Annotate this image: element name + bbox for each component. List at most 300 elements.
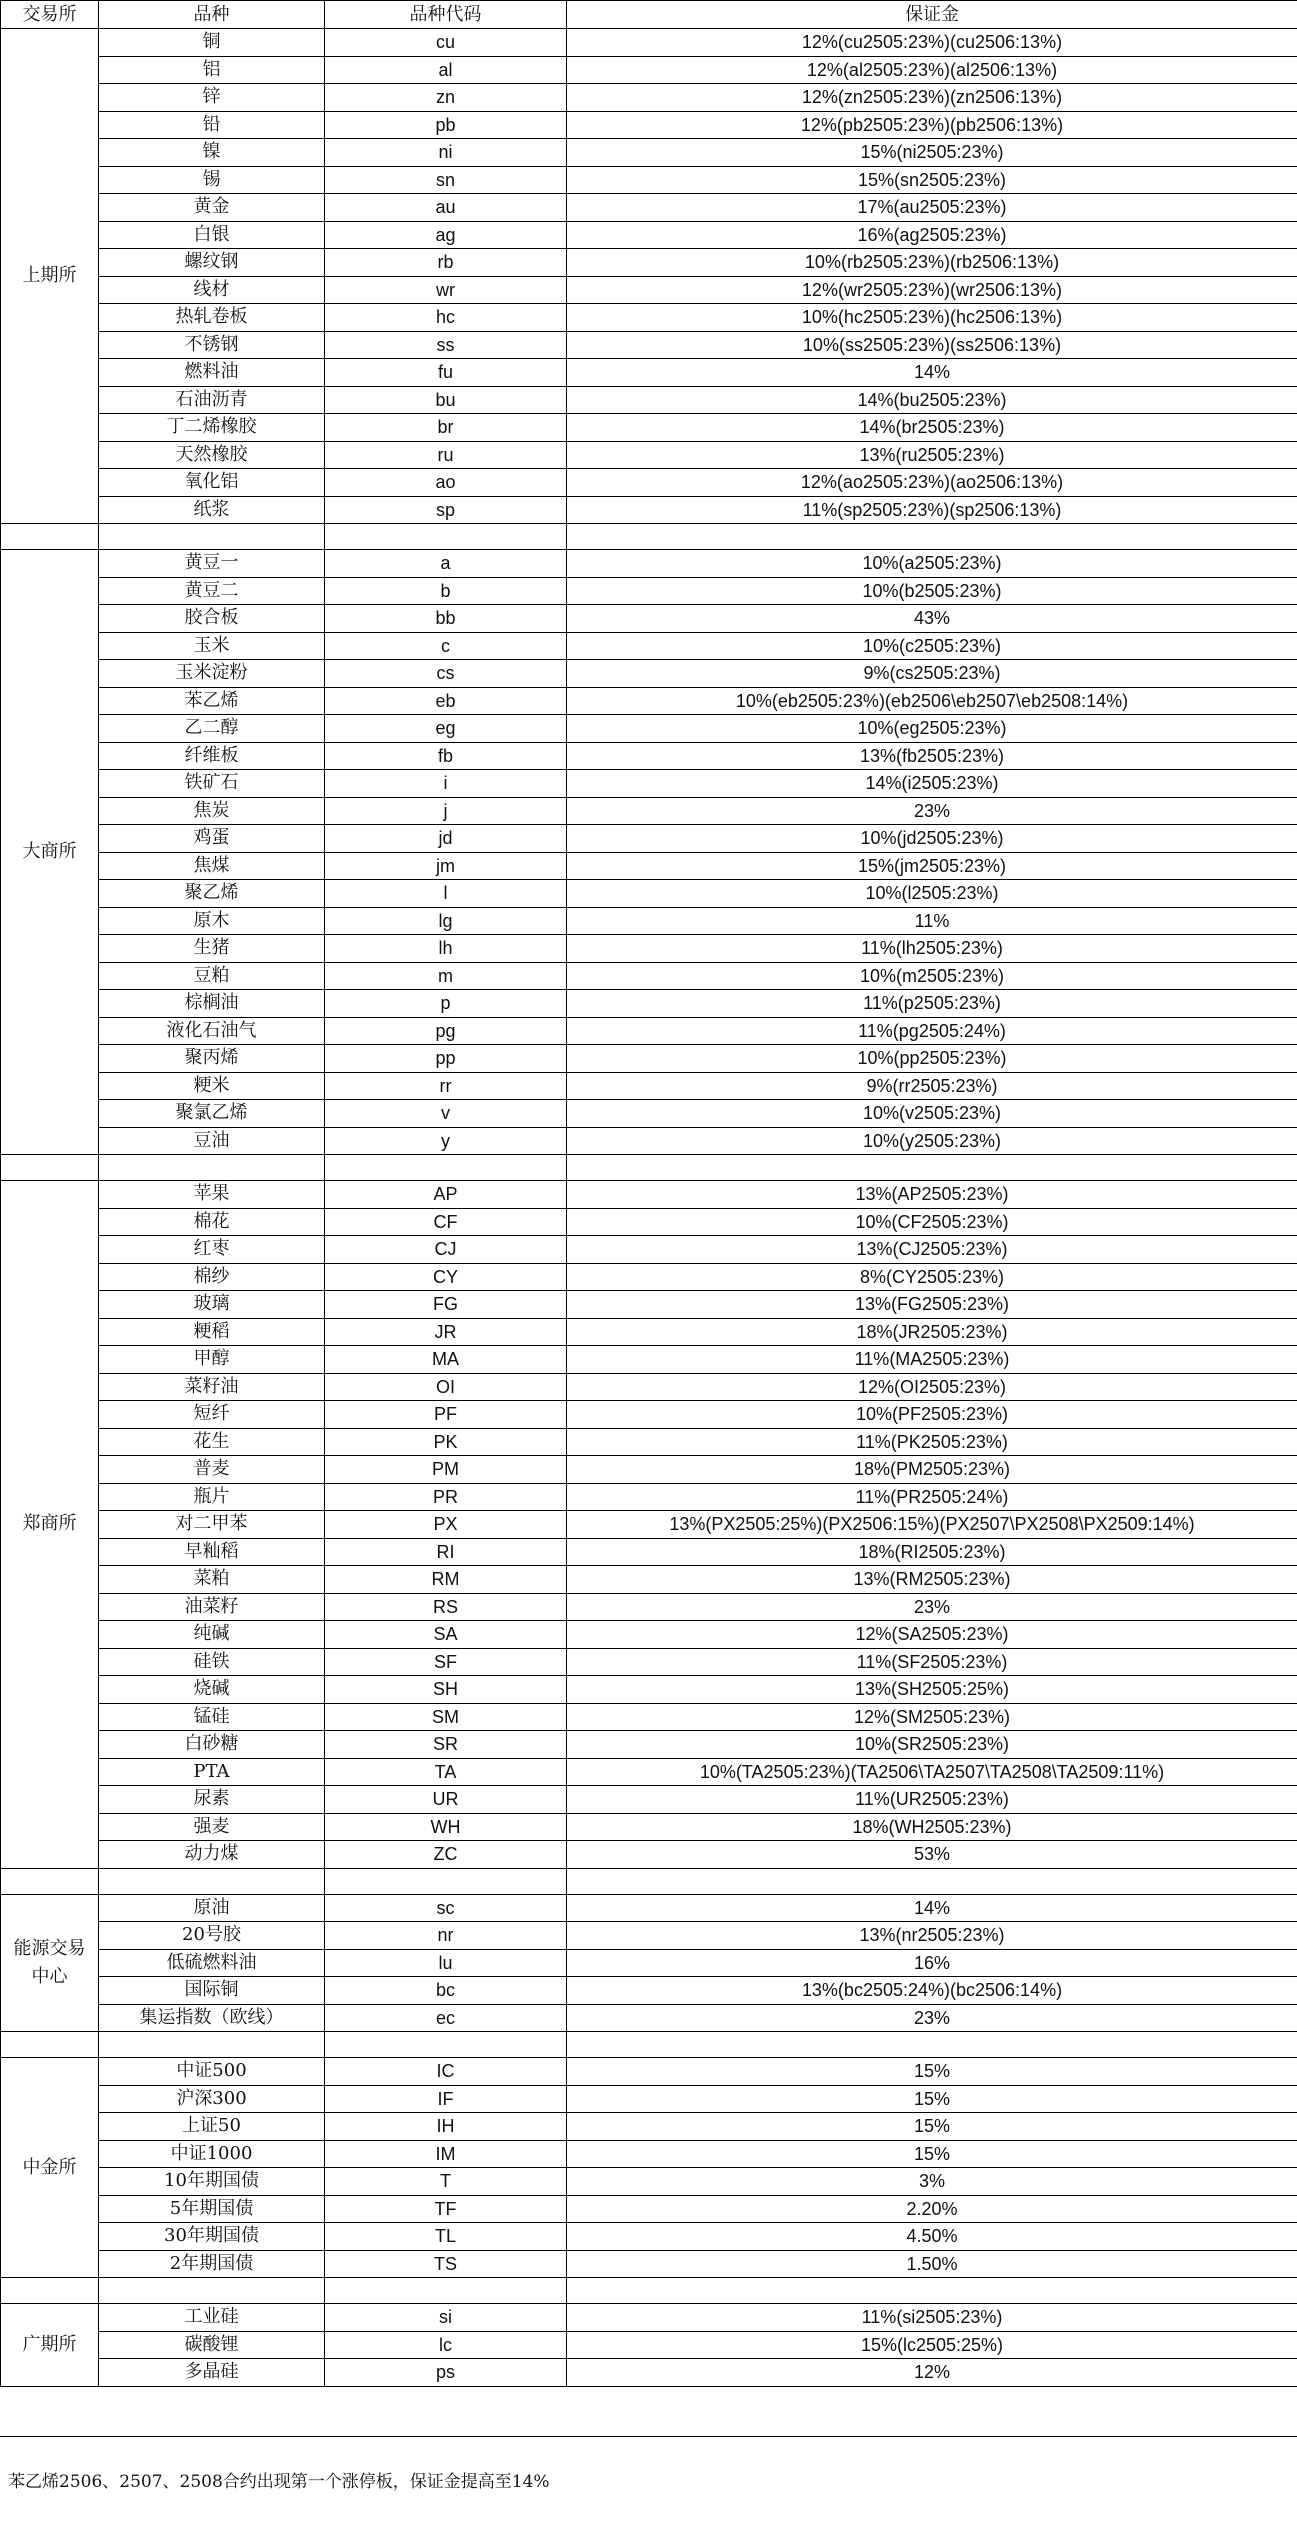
margin-cell: 11%(PK2505:23%) [567,1428,1297,1456]
margin-cell: 12%(zn2505:23%)(zn2506:13%) [567,84,1297,112]
table-row [1,221,1297,249]
product-cell: 白银 [99,221,325,249]
table-row [1,1731,1297,1759]
margin-cell: 18%(WH2505:23%) [567,1813,1297,1841]
code-cell: lu [325,1949,567,1977]
table-row [1,2195,1297,2223]
code-cell: SA [325,1621,567,1649]
product-cell: 苹果 [99,1181,325,1209]
code-cell: PK [325,1428,567,1456]
margin-cell: 13%(SH2505:25%) [567,1676,1297,1704]
margin-cell: 17%(au2505:23%) [567,194,1297,222]
exchange-cell: 郑商所 [1,1181,99,1869]
margin-cell: 10%(TA2505:23%)(TA2506\TA2507\TA2508\TA2509:11%) [567,1758,1297,1786]
header-row [1,1,1297,29]
product-cell: 菜粕 [99,1566,325,1594]
blank-cell [99,1868,325,1894]
product-cell: 2年期国债 [99,2250,325,2278]
spacer-row [1,2278,1297,2304]
product-cell: 镍 [99,139,325,167]
margin-cell: 10%(eb2505:23%)(eb2506\eb2507\eb2508:14%) [567,687,1297,715]
table-row [1,687,1297,715]
product-cell: 氧化铝 [99,469,325,497]
table-row [1,1593,1297,1621]
table-row [1,1401,1297,1429]
margin-cell: 13%(bc2505:24%)(bc2506:14%) [567,1977,1297,2005]
code-cell: JR [325,1318,567,1346]
table-row [1,907,1297,935]
margin-cell: 13%(PX2505:25%)(PX2506:15%)(PX2507\PX2508\PX2509:14%) [567,1511,1297,1539]
header-margin: 保证金 [567,1,1297,29]
product-cell: 尿素 [99,1786,325,1814]
code-cell: y [325,1127,567,1155]
code-cell: SR [325,1731,567,1759]
product-cell: 乙二醇 [99,715,325,743]
code-cell: hc [325,304,567,332]
product-cell: 国际铜 [99,1977,325,2005]
code-cell: jm [325,852,567,880]
product-cell: 热轧卷板 [99,304,325,332]
product-cell: 普麦 [99,1456,325,1484]
table-row [1,715,1297,743]
product-cell: 锌 [99,84,325,112]
code-cell: fu [325,359,567,387]
table-row [1,166,1297,194]
table-row [1,359,1297,387]
product-cell: 红枣 [99,1236,325,1264]
spacer-row [1,524,1297,550]
table-row [1,2223,1297,2251]
margin-cell: 11%(SF2505:23%) [567,1648,1297,1676]
code-cell: UR [325,1786,567,1814]
margin-cell: 15% [567,2113,1297,2141]
code-cell: v [325,1100,567,1128]
margin-cell: 12%(SA2505:23%) [567,1621,1297,1649]
margin-cell: 14% [567,1894,1297,1922]
code-cell: au [325,194,567,222]
product-cell: 对二甲苯 [99,1511,325,1539]
code-cell: pg [325,1017,567,1045]
product-cell: 玉米淀粉 [99,660,325,688]
margin-cell: 15%(sn2505:23%) [567,166,1297,194]
blank-cell [325,2278,567,2304]
code-cell: ss [325,331,567,359]
code-cell: pp [325,1045,567,1073]
code-cell: PX [325,1511,567,1539]
margin-cell: 23% [567,797,1297,825]
blank-cell [99,2032,325,2058]
code-cell: sc [325,1894,567,1922]
table-row [1,1538,1297,1566]
margin-cell: 43% [567,605,1297,633]
blank-cell [325,2032,567,2058]
table-row [1,797,1297,825]
table-row [1,1263,1297,1291]
blank-cell [325,1868,567,1894]
table-row [1,84,1297,112]
margin-cell: 15% [567,2058,1297,2086]
product-cell: 低硫燃料油 [99,1949,325,1977]
code-cell: cs [325,660,567,688]
margin-cell: 10%(y2505:23%) [567,1127,1297,1155]
table-row [1,2140,1297,2168]
product-cell: 白砂糖 [99,1731,325,1759]
product-cell: 多晶硅 [99,2359,325,2387]
footnote: 苯乙烯2506、2507、2508合约出现第一个涨停板，保证金提高至14% [0,2436,1297,2536]
table-row [1,111,1297,139]
product-cell: 纸浆 [99,496,325,524]
product-cell: 粳稻 [99,1318,325,1346]
blank-cell [99,2278,325,2304]
margin-cell: 23% [567,2004,1297,2032]
table-row [1,935,1297,963]
product-cell: 豆粕 [99,962,325,990]
code-cell: TA [325,1758,567,1786]
table-row [1,441,1297,469]
product-cell: 丁二烯橡胶 [99,414,325,442]
margin-cell: 1.50% [567,2250,1297,2278]
code-cell: ZC [325,1841,567,1869]
table-row [1,660,1297,688]
code-cell: AP [325,1181,567,1209]
product-cell: 强麦 [99,1813,325,1841]
code-cell: fb [325,742,567,770]
code-cell: bu [325,386,567,414]
table-row [1,962,1297,990]
code-cell: b [325,577,567,605]
product-cell: 油菜籽 [99,1593,325,1621]
table-row [1,1676,1297,1704]
code-cell: SH [325,1676,567,1704]
margin-cell: 12%(wr2505:23%)(wr2506:13%) [567,276,1297,304]
product-cell: 聚丙烯 [99,1045,325,1073]
code-cell: IM [325,2140,567,2168]
table-row [1,550,1297,578]
margin-cell: 10%(hc2505:23%)(hc2506:13%) [567,304,1297,332]
blank-cell [1,2278,99,2304]
blank-cell [567,2278,1297,2304]
margin-cell: 10%(jd2505:23%) [567,825,1297,853]
product-cell: 早籼稻 [99,1538,325,1566]
table-row [1,496,1297,524]
table-row [1,1813,1297,1841]
table-row [1,2359,1297,2387]
table-row [1,331,1297,359]
table-row [1,1208,1297,1236]
product-cell: 豆油 [99,1127,325,1155]
margin-cell: 15% [567,2085,1297,2113]
product-cell: 鸡蛋 [99,825,325,853]
code-cell: SM [325,1703,567,1731]
header-exchange: 交易所 [1,1,99,29]
margin-cell: 13%(RM2505:23%) [567,1566,1297,1594]
code-cell: TF [325,2195,567,2223]
margin-cell: 13%(FG2505:23%) [567,1291,1297,1319]
blank-cell [1,524,99,550]
code-cell: j [325,797,567,825]
margin-cell: 3% [567,2168,1297,2196]
product-cell: 烧碱 [99,1676,325,1704]
table-row [1,1621,1297,1649]
product-cell: 棉花 [99,1208,325,1236]
code-cell: sp [325,496,567,524]
code-cell: ni [325,139,567,167]
code-cell: FG [325,1291,567,1319]
product-cell: 棉纱 [99,1263,325,1291]
product-cell: 粳米 [99,1072,325,1100]
code-cell: br [325,414,567,442]
blank-cell [99,524,325,550]
table-row [1,2004,1297,2032]
table-row [1,770,1297,798]
blank-cell [99,1155,325,1181]
product-cell: 铅 [99,111,325,139]
code-cell: wr [325,276,567,304]
code-cell: lh [325,935,567,963]
table-row [1,2304,1297,2332]
table-row [1,577,1297,605]
margin-cell: 11% [567,907,1297,935]
product-cell: 原油 [99,1894,325,1922]
code-cell: SF [325,1648,567,1676]
margin-cell: 11%(lh2505:23%) [567,935,1297,963]
table-row [1,1428,1297,1456]
table-row [1,852,1297,880]
code-cell: l [325,880,567,908]
code-cell: ag [325,221,567,249]
table-row [1,605,1297,633]
header-code: 品种代码 [325,1,567,29]
product-cell: 原木 [99,907,325,935]
exchange-cell: 上期所 [1,29,99,524]
product-cell: 焦煤 [99,852,325,880]
code-cell: eg [325,715,567,743]
code-cell: eb [325,687,567,715]
product-cell: 甲醇 [99,1346,325,1374]
margin-cell: 13%(nr2505:23%) [567,1922,1297,1950]
margin-cell: 53% [567,1841,1297,1869]
table-row [1,276,1297,304]
exchange-cell: 大商所 [1,550,99,1155]
table-row [1,1786,1297,1814]
margin-cell: 11%(MA2505:23%) [567,1346,1297,1374]
margin-cell: 12%(OI2505:23%) [567,1373,1297,1401]
table-row [1,1511,1297,1539]
margin-cell: 2.20% [567,2195,1297,2223]
table-row [1,1758,1297,1786]
margin-cell: 11%(sp2505:23%)(sp2506:13%) [567,496,1297,524]
table-row [1,1045,1297,1073]
product-cell: 石油沥青 [99,386,325,414]
product-cell: 20号胶 [99,1922,325,1950]
code-cell: ec [325,2004,567,2032]
margin-cell: 12% [567,2359,1297,2387]
table-row [1,1841,1297,1869]
code-cell: al [325,56,567,84]
table-row [1,2250,1297,2278]
product-cell: 生猪 [99,935,325,963]
margin-cell: 10%(v2505:23%) [567,1100,1297,1128]
exchange-cell: 能源交易中心 [1,1894,99,2032]
blank-cell [567,524,1297,550]
code-cell: lc [325,2331,567,2359]
table-row [1,1949,1297,1977]
product-cell: 中证500 [99,2058,325,2086]
margin-cell: 15%(jm2505:23%) [567,852,1297,880]
product-cell: 瓶片 [99,1483,325,1511]
table-row [1,2331,1297,2359]
product-cell: 铝 [99,56,325,84]
margin-cell: 8%(CY2505:23%) [567,1263,1297,1291]
blank-cell [1,1868,99,1894]
table-row [1,1072,1297,1100]
product-cell: 玉米 [99,632,325,660]
margin-cell: 10%(b2505:23%) [567,577,1297,605]
product-cell: 花生 [99,1428,325,1456]
margin-cell: 18%(PM2505:23%) [567,1456,1297,1484]
margin-cell: 10%(PF2505:23%) [567,1401,1297,1429]
code-cell: c [325,632,567,660]
product-cell: 碳酸锂 [99,2331,325,2359]
code-cell: PR [325,1483,567,1511]
table-row [1,1346,1297,1374]
margin-cell: 10%(ss2505:23%)(ss2506:13%) [567,331,1297,359]
code-cell: PM [325,1456,567,1484]
code-cell: pb [325,111,567,139]
margin-cell: 18%(JR2505:23%) [567,1318,1297,1346]
product-cell: 菜籽油 [99,1373,325,1401]
product-cell: 硅铁 [99,1648,325,1676]
margin-cell: 16% [567,1949,1297,1977]
margin-cell: 11%(UR2505:23%) [567,1786,1297,1814]
product-cell: 棕榈油 [99,990,325,1018]
product-cell: 聚乙烯 [99,880,325,908]
blank-cell [567,2032,1297,2058]
product-cell: 集运指数（欧线） [99,2004,325,2032]
code-cell: nr [325,1922,567,1950]
code-cell: p [325,990,567,1018]
margin-cell: 11%(pg2505:24%) [567,1017,1297,1045]
margin-cell: 10%(c2505:23%) [567,632,1297,660]
table-row [1,1566,1297,1594]
exchange-cell: 中金所 [1,2058,99,2278]
code-cell: ru [325,441,567,469]
table-row [1,2085,1297,2113]
margin-cell: 10%(rb2505:23%)(rb2506:13%) [567,249,1297,277]
table-row [1,825,1297,853]
code-cell: i [325,770,567,798]
table-row [1,2058,1297,2086]
table-row [1,1922,1297,1950]
table-row [1,1181,1297,1209]
product-cell: 动力煤 [99,1841,325,1869]
product-cell: 锡 [99,166,325,194]
margin-cell: 13%(AP2505:23%) [567,1181,1297,1209]
blank-cell [325,1155,567,1181]
table-row [1,1648,1297,1676]
code-cell: IH [325,2113,567,2141]
margin-cell: 12%(pb2505:23%)(pb2506:13%) [567,111,1297,139]
product-cell: 聚氯乙烯 [99,1100,325,1128]
code-cell: T [325,2168,567,2196]
exchange-cell: 广期所 [1,2304,99,2387]
code-cell: RS [325,1593,567,1621]
margin-cell: 14%(i2505:23%) [567,770,1297,798]
code-cell: jd [325,825,567,853]
margin-cell: 10%(m2505:23%) [567,962,1297,990]
table-row [1,1236,1297,1264]
margin-cell: 10%(SR2505:23%) [567,1731,1297,1759]
product-cell: 液化石油气 [99,1017,325,1045]
table-row [1,880,1297,908]
code-cell: si [325,2304,567,2332]
margin-cell: 10%(CF2505:23%) [567,1208,1297,1236]
code-cell: rr [325,1072,567,1100]
margin-cell: 13%(ru2505:23%) [567,441,1297,469]
code-cell: CF [325,1208,567,1236]
product-cell: 纯碱 [99,1621,325,1649]
margin-cell: 10%(eg2505:23%) [567,715,1297,743]
margin-cell: 10%(l2505:23%) [567,880,1297,908]
code-cell: OI [325,1373,567,1401]
product-cell: 黄豆一 [99,550,325,578]
table-row [1,1977,1297,2005]
blank-cell [1,1155,99,1181]
product-cell: 10年期国债 [99,2168,325,2196]
product-cell: 锰硅 [99,1703,325,1731]
product-cell: 工业硅 [99,2304,325,2332]
product-cell: 胶合板 [99,605,325,633]
code-cell: IF [325,2085,567,2113]
table-row [1,1127,1297,1155]
product-cell: 中证1000 [99,2140,325,2168]
table-row [1,249,1297,277]
table-row [1,1456,1297,1484]
table-row [1,139,1297,167]
margin-cell: 13%(fb2505:23%) [567,742,1297,770]
blank-cell [325,524,567,550]
product-cell: 苯乙烯 [99,687,325,715]
table-row [1,386,1297,414]
blank-cell [567,1155,1297,1181]
table-row [1,1100,1297,1128]
header-product: 品种 [99,1,325,29]
code-cell: RM [325,1566,567,1594]
code-cell: MA [325,1346,567,1374]
margin-cell: 11%(p2505:23%) [567,990,1297,1018]
product-cell: 黄豆二 [99,577,325,605]
margin-cell: 10%(pp2505:23%) [567,1045,1297,1073]
table-row [1,56,1297,84]
table-row [1,1894,1297,1922]
code-cell: TL [325,2223,567,2251]
table-row [1,304,1297,332]
table-row [1,1483,1297,1511]
margin-cell: 11%(si2505:23%) [567,2304,1297,2332]
code-cell: CJ [325,1236,567,1264]
product-cell: 沪深300 [99,2085,325,2113]
table-row [1,29,1297,57]
product-cell: 纤维板 [99,742,325,770]
product-cell: 焦炭 [99,797,325,825]
code-cell: rb [325,249,567,277]
table-row [1,194,1297,222]
spacer-row [1,2032,1297,2058]
table-row [1,2113,1297,2141]
margin-cell: 9%(cs2505:23%) [567,660,1297,688]
margin-cell: 12%(al2505:23%)(al2506:13%) [567,56,1297,84]
product-cell: PTA [99,1758,325,1786]
